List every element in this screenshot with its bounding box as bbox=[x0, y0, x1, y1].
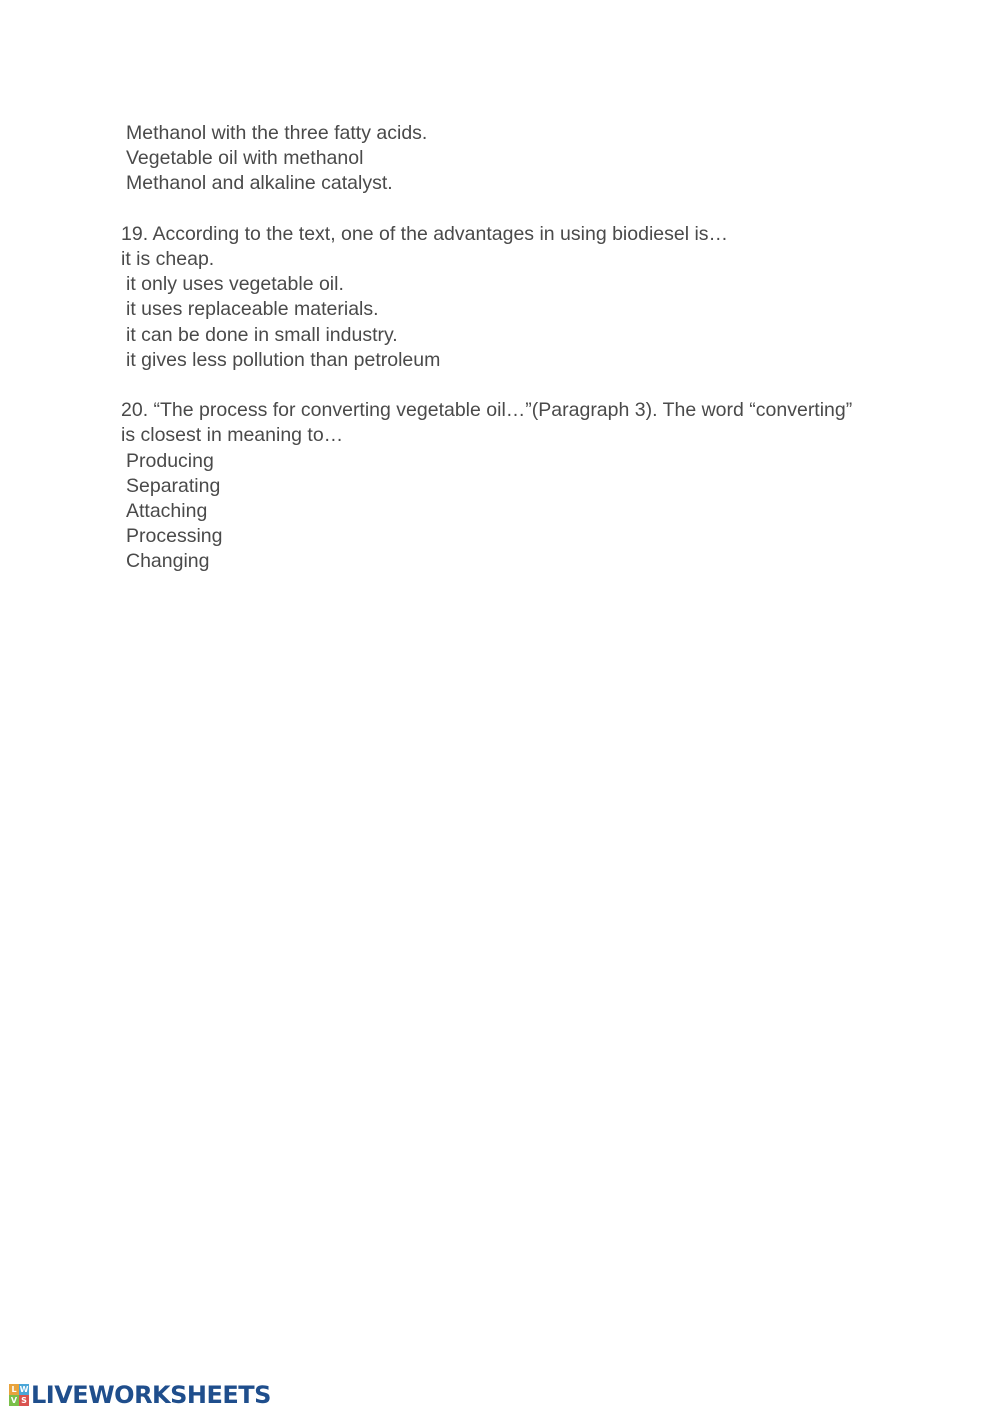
logo-mark-cell: L bbox=[9, 1384, 19, 1395]
option-19-2[interactable]: it only uses vegetable oil. bbox=[126, 273, 344, 296]
option-19-5[interactable]: it gives less pollution than petroleum bbox=[126, 348, 441, 371]
option-prev-1[interactable]: Methanol with the three fatty acids. bbox=[126, 122, 428, 144]
question-20 bbox=[121, 398, 921, 574]
option-prev-2[interactable]: Vegetable oil with methanol bbox=[126, 147, 364, 170]
logo-mark-cell: V bbox=[10, 1395, 18, 1405]
liveworksheets-logo-icon bbox=[9, 1384, 29, 1406]
question-19 bbox=[121, 222, 921, 373]
liveworksheets-logo[interactable] bbox=[9, 1382, 271, 1408]
question-19-prompt: 19. According to the text, one of the advantages in using biodiesel is… bbox=[121, 222, 729, 245]
option-prev-3[interactable]: Methanol and alkaline catalyst. bbox=[126, 172, 393, 195]
logo-mark-cell: S bbox=[19, 1395, 29, 1406]
worksheet-content bbox=[121, 121, 921, 575]
previous-question-options bbox=[121, 121, 921, 197]
option-19-4[interactable]: it can be done in small industry. bbox=[126, 323, 398, 346]
liveworksheets-logo-text: LIVEWORKSHEETS bbox=[31, 1381, 271, 1409]
option-20-2[interactable]: Separating bbox=[126, 474, 221, 497]
option-19-3[interactable]: it uses replaceable materials. bbox=[126, 298, 379, 321]
option-20-1[interactable]: Producing bbox=[126, 449, 214, 472]
option-20-5[interactable]: Changing bbox=[126, 550, 210, 573]
spacer bbox=[121, 373, 921, 398]
option-20-4[interactable]: Processing bbox=[126, 525, 223, 548]
option-19-1[interactable]: it is cheap. bbox=[121, 248, 215, 270]
question-20-prompt-line-2: is closest in meaning to… bbox=[121, 424, 344, 447]
logo-mark-cell: W bbox=[19, 1384, 29, 1394]
question-20-prompt-line-1: 20. “The process for converting vegetable oil…”(Paragraph 3). The word “converting” bbox=[121, 399, 853, 422]
option-20-3[interactable]: Attaching bbox=[126, 500, 208, 523]
spacer bbox=[121, 197, 921, 222]
